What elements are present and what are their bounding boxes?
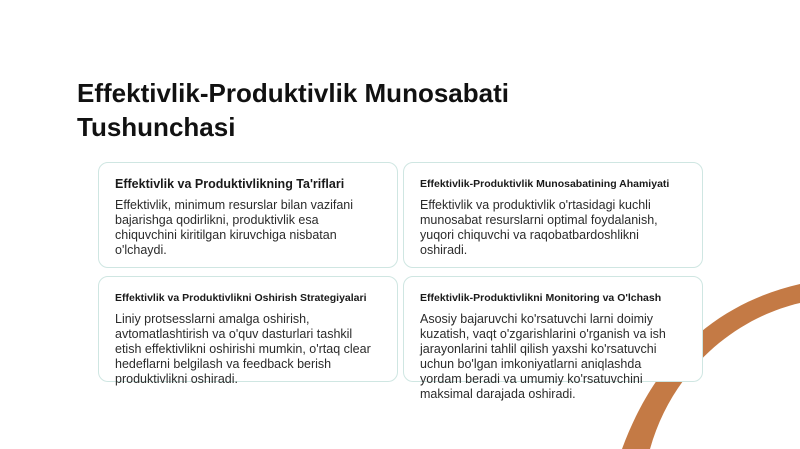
card-body: Liniy protsesslarni amalga oshirish, avtomatlashtirish va o'quv dasturlari tashkil etish effektivlikni oshirishi mumkin, o'rtaq clear hedeflarni belgilash va feedback berish produktivlikni oshiradi. xyxy=(115,312,371,386)
card-body: Effektivlik va produktivlik o'rtasidagi kuchli munosabat resurslarni optimal foydalanish, yuqori chiquvchi va raqobatbardoshlikni oshiradi. xyxy=(420,198,658,257)
page-title: Effektivlik-Produktivlik Munosabati Tushunchasi xyxy=(77,78,509,142)
card-importance xyxy=(403,162,703,268)
card-body: Asosiy bajaruvchi ko'rsatuvchi larni doimiy kuzatish, vaqt o'zgarishlarini o'rganish va ish jarayonlarini tahlil qilish yaxshi ko'rsatuvchi uchun bo'lgan imkoniyatlarni aniqlashda yordam beradi va umumiy ko'rsatuvchini maksimal darajada oshiradi. xyxy=(420,312,666,401)
card-heading: Effektivlik-Produktivlik Munosabatining Ahamiyati xyxy=(420,178,670,190)
card-monitoring xyxy=(403,276,703,401)
card-heading: Effektivlik va Produktivlikni Oshirish Strategiyalari xyxy=(115,292,367,304)
card-definitions xyxy=(98,162,398,268)
card-heading: Effektivlik va Produktivlikning Ta'riflari xyxy=(115,177,345,191)
card-strategies xyxy=(98,276,398,386)
card-body: Effektivlik, minimum resurslar bilan vazifani bajarishga qodirlikni, produktivlik esa chiquvchini kiritilgan kiruvchiga nisbatan o'lchaydi. xyxy=(115,198,354,257)
card-heading: Effektivlik-Produktivlikni Monitoring va O'lchash xyxy=(420,292,662,304)
